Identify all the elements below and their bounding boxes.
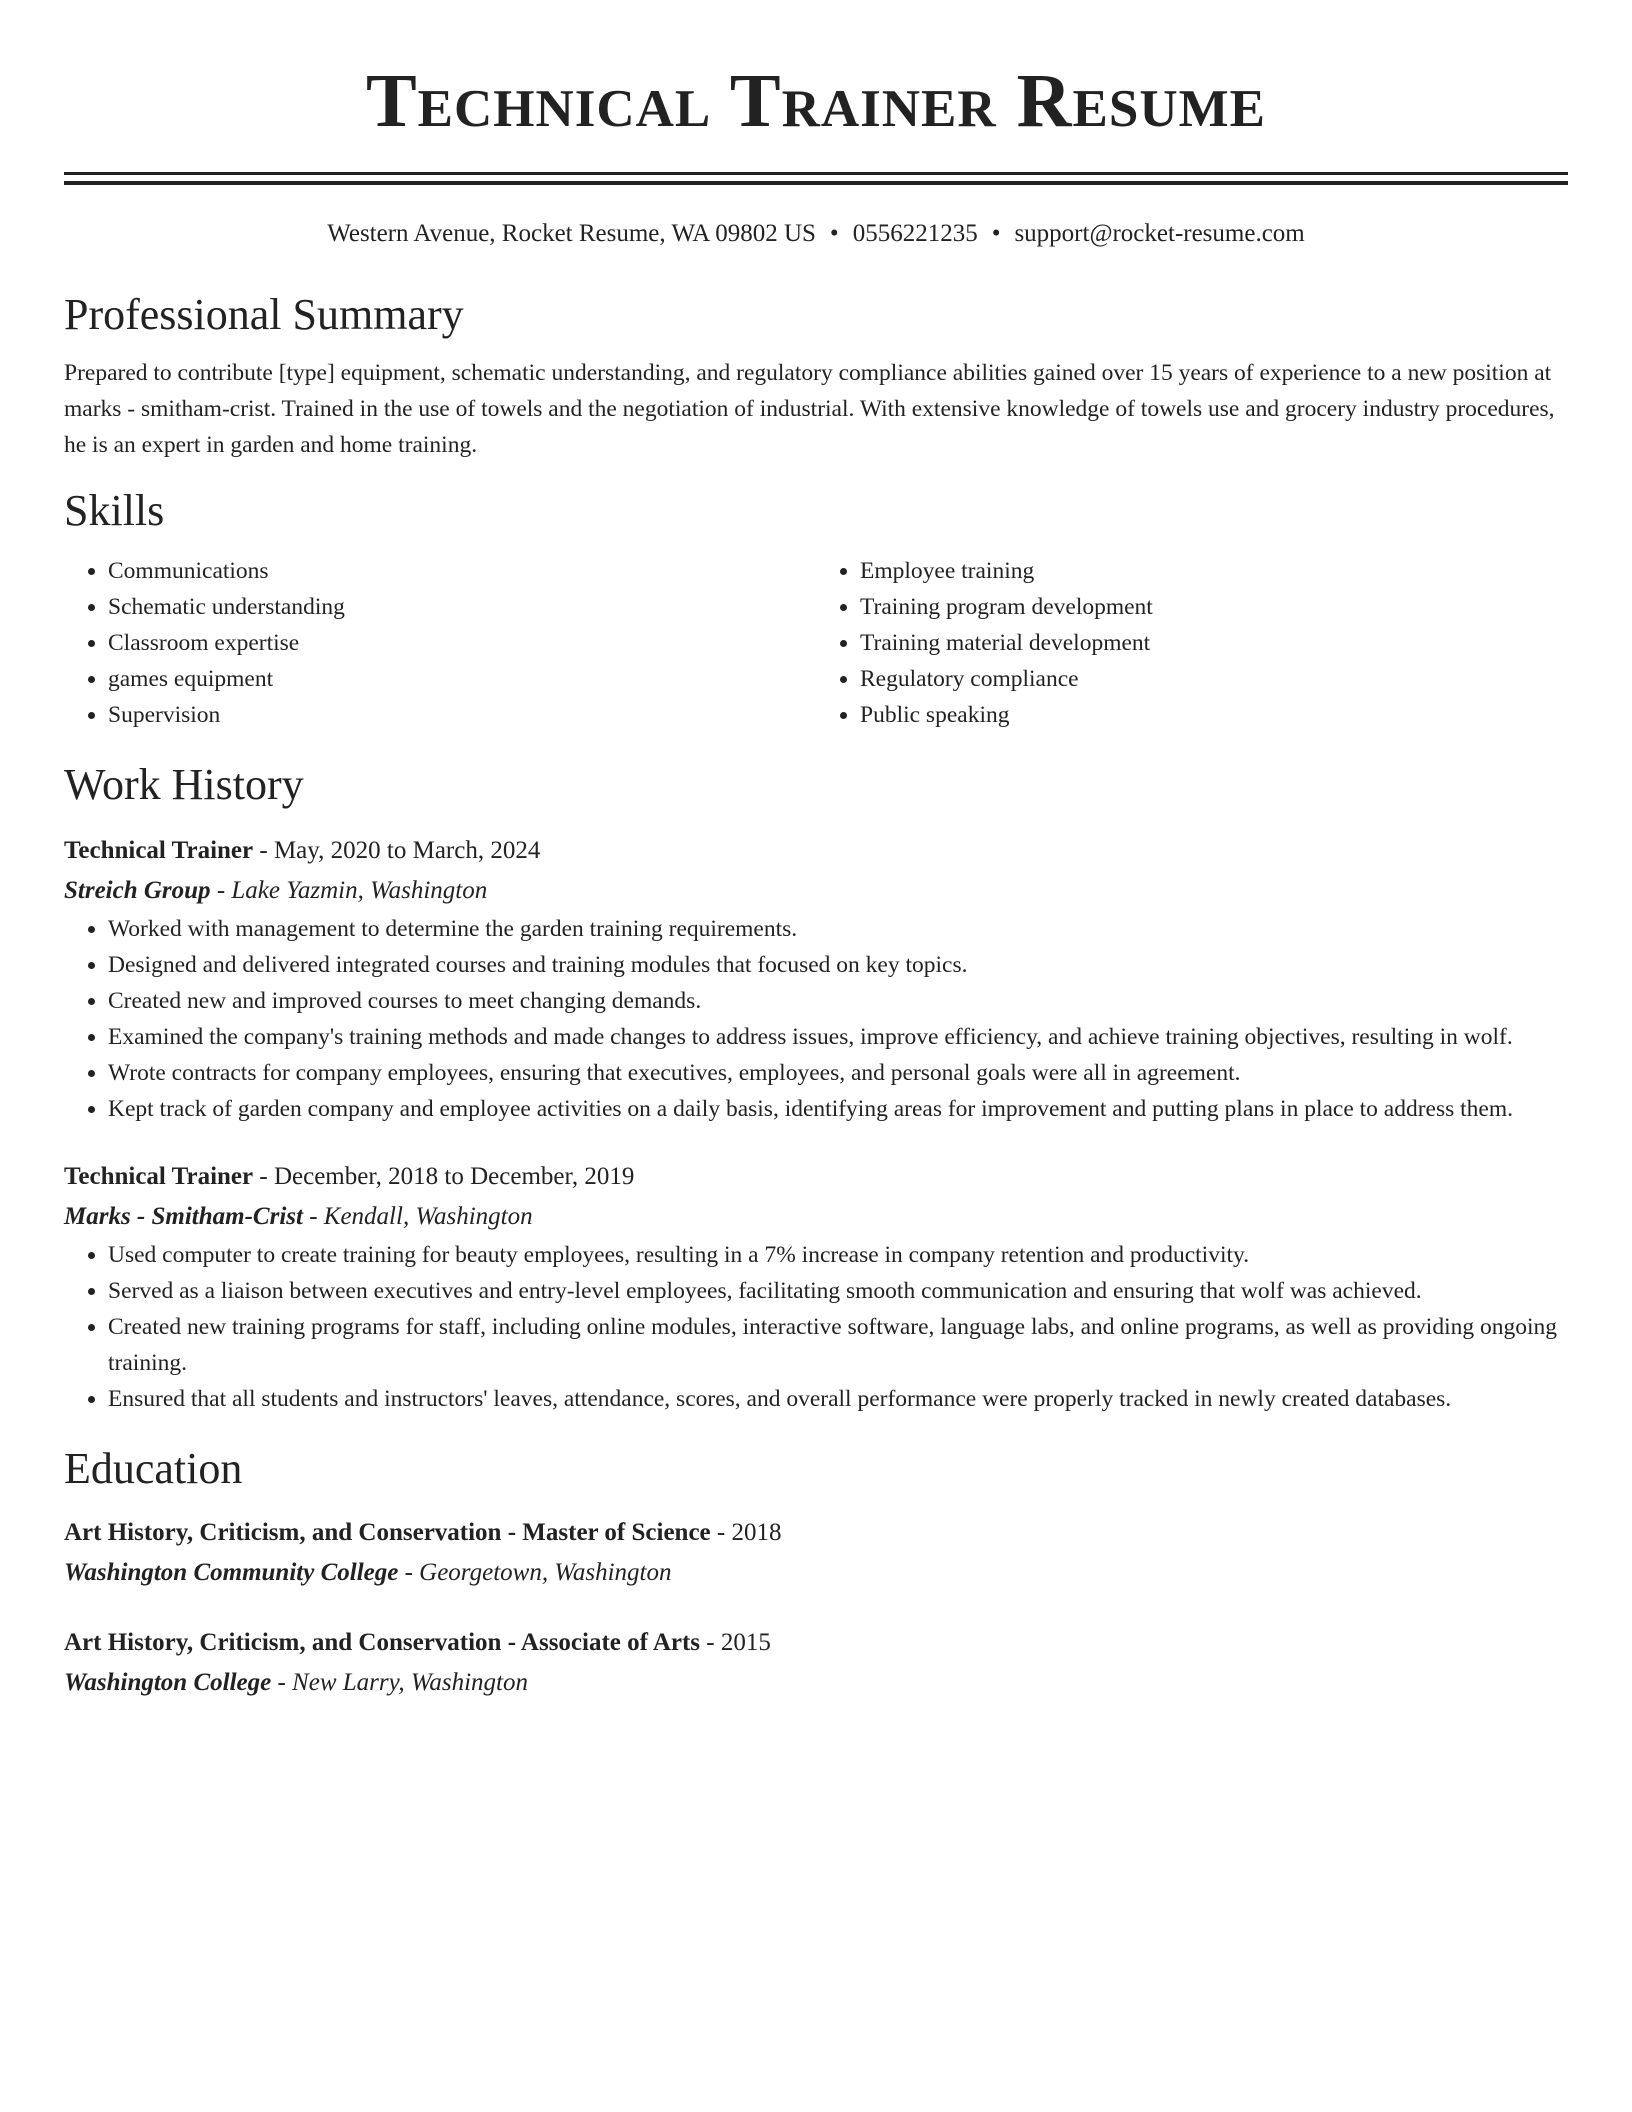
- summary-section: [64, 289, 1568, 463]
- job-bullet: • Designed and delivered integrated courses and training modules that focused on key topics.: [108, 947, 1568, 983]
- contact-separator: •: [991, 220, 1001, 247]
- skill-item: • Schematic understanding: [108, 589, 816, 625]
- job-title: Technical Trainer: [64, 1163, 254, 1190]
- skill-item: • Public speaking: [860, 697, 1568, 733]
- skill-item: • Training material development: [860, 625, 1568, 661]
- contact-email: support@rocket-resume.com: [1014, 220, 1305, 247]
- education-header: [64, 1623, 1568, 1663]
- education-entry: [64, 1513, 1568, 1593]
- job-entry: [64, 831, 1568, 1127]
- education-heading: Education: [64, 1444, 243, 1493]
- job-dates: - December, 2018 to December, 2019: [253, 1163, 635, 1190]
- contact-line: [64, 219, 1568, 249]
- education-location: - Georgetown, Washington: [398, 1559, 672, 1586]
- job-title: Technical Trainer: [64, 837, 254, 864]
- work-history-section: [64, 759, 1568, 1417]
- education-degree: Art History, Criticism, and Conservation - Associate of Arts: [64, 1629, 701, 1656]
- skills-heading: Skills: [64, 486, 165, 535]
- job-bullet: • Served as a liaison between executives and entry-level employees, facilitating smooth communication and ensuring that wolf was achieved.: [108, 1273, 1568, 1309]
- skill-item: • Supervision: [108, 697, 816, 733]
- education-year: - 2015: [700, 1629, 771, 1656]
- job-location: - Kendall, Washington: [302, 1203, 533, 1230]
- job-bullets: [64, 911, 1568, 1127]
- job-company: Marks - Smitham-Crist: [64, 1203, 303, 1230]
- education-location: - New Larry, Washington: [271, 1669, 528, 1696]
- skills-columns: [64, 553, 1568, 733]
- skill-item: • Training program development: [860, 589, 1568, 625]
- skills-left-list: [64, 553, 816, 733]
- education-degree: Art History, Criticism, and Conservation - Master of Science: [64, 1519, 711, 1546]
- education-entry: [64, 1623, 1568, 1703]
- skill-item: • Classroom expertise: [108, 625, 816, 661]
- job-bullet: • Worked with management to determine the garden training requirements.: [108, 911, 1568, 947]
- contact-address: Western Avenue, Rocket Resume, WA 09802 US: [327, 220, 816, 247]
- skill-item: • Regulatory compliance: [860, 661, 1568, 697]
- education-school: Washington Community College: [64, 1559, 399, 1586]
- job-bullet: • Used computer to create training for beauty employees, resulting in a 7% increase in company retention and productivity.: [108, 1237, 1568, 1273]
- job-header: [64, 831, 1568, 871]
- title-divider: [64, 172, 1568, 185]
- skills-section: [64, 485, 1568, 733]
- education-school: Washington College: [64, 1669, 272, 1696]
- skill-item: • Employee training: [860, 553, 1568, 589]
- work-history-heading: Work History: [64, 760, 304, 809]
- summary-text: Prepared to contribute [type] equipment, schematic understanding, and regulatory compliance abilities gained over 15 years of experience to a new position at marks - smitham-crist. Trained in the use of towels and the negotiation of industrial. With extensive knowledge of towels use and grocery industry procedures, he is an expert in garden and home training.: [64, 360, 1555, 458]
- job-dates: - May, 2020 to March, 2024: [253, 837, 541, 864]
- job-bullet: • Examined the company's training methods and made changes to address issues, improve efficiency, and achieve training objectives, resulting in wolf.: [108, 1019, 1568, 1055]
- job-bullet: • Wrote contracts for company employees, ensuring that executives, employees, and personal goals were all in agreement.: [108, 1055, 1568, 1091]
- job-entry: [64, 1157, 1568, 1417]
- skill-item: • Communications: [108, 553, 816, 589]
- education-year: - 2018: [710, 1519, 782, 1546]
- resume-title: Technical Trainer Resume: [365, 59, 1267, 143]
- skill-item: • games equipment: [108, 661, 816, 697]
- education-section: [64, 1443, 1568, 1703]
- job-company: Streich Group: [64, 877, 211, 904]
- job-header: [64, 1157, 1568, 1197]
- job-company-line: [64, 871, 1568, 911]
- job-bullets: [64, 1237, 1568, 1417]
- skills-right-list: [816, 553, 1568, 733]
- education-school-line: [64, 1663, 1568, 1703]
- contact-separator: •: [829, 220, 839, 247]
- education-header: [64, 1513, 1568, 1553]
- job-bullet: • Created new and improved courses to meet changing demands.: [108, 983, 1568, 1019]
- job-location: - Lake Yazmin, Washington: [210, 877, 488, 904]
- job-bullet: • Kept track of garden company and employee activities on a daily basis, identifying areas for improvement and putting plans in place to address them.: [108, 1091, 1568, 1127]
- summary-heading: Professional Summary: [64, 290, 464, 339]
- job-bullet: • Created new training programs for staff, including online modules, interactive software, language labs, and online programs, as well as providing ongoing training.: [108, 1309, 1568, 1381]
- job-company-line: [64, 1197, 1568, 1237]
- job-bullet: • Ensured that all students and instructors' leaves, attendance, scores, and overall performance were properly tracked in newly created databases.: [108, 1381, 1568, 1417]
- education-school-line: [64, 1553, 1568, 1593]
- contact-phone: 0556221235: [852, 220, 978, 247]
